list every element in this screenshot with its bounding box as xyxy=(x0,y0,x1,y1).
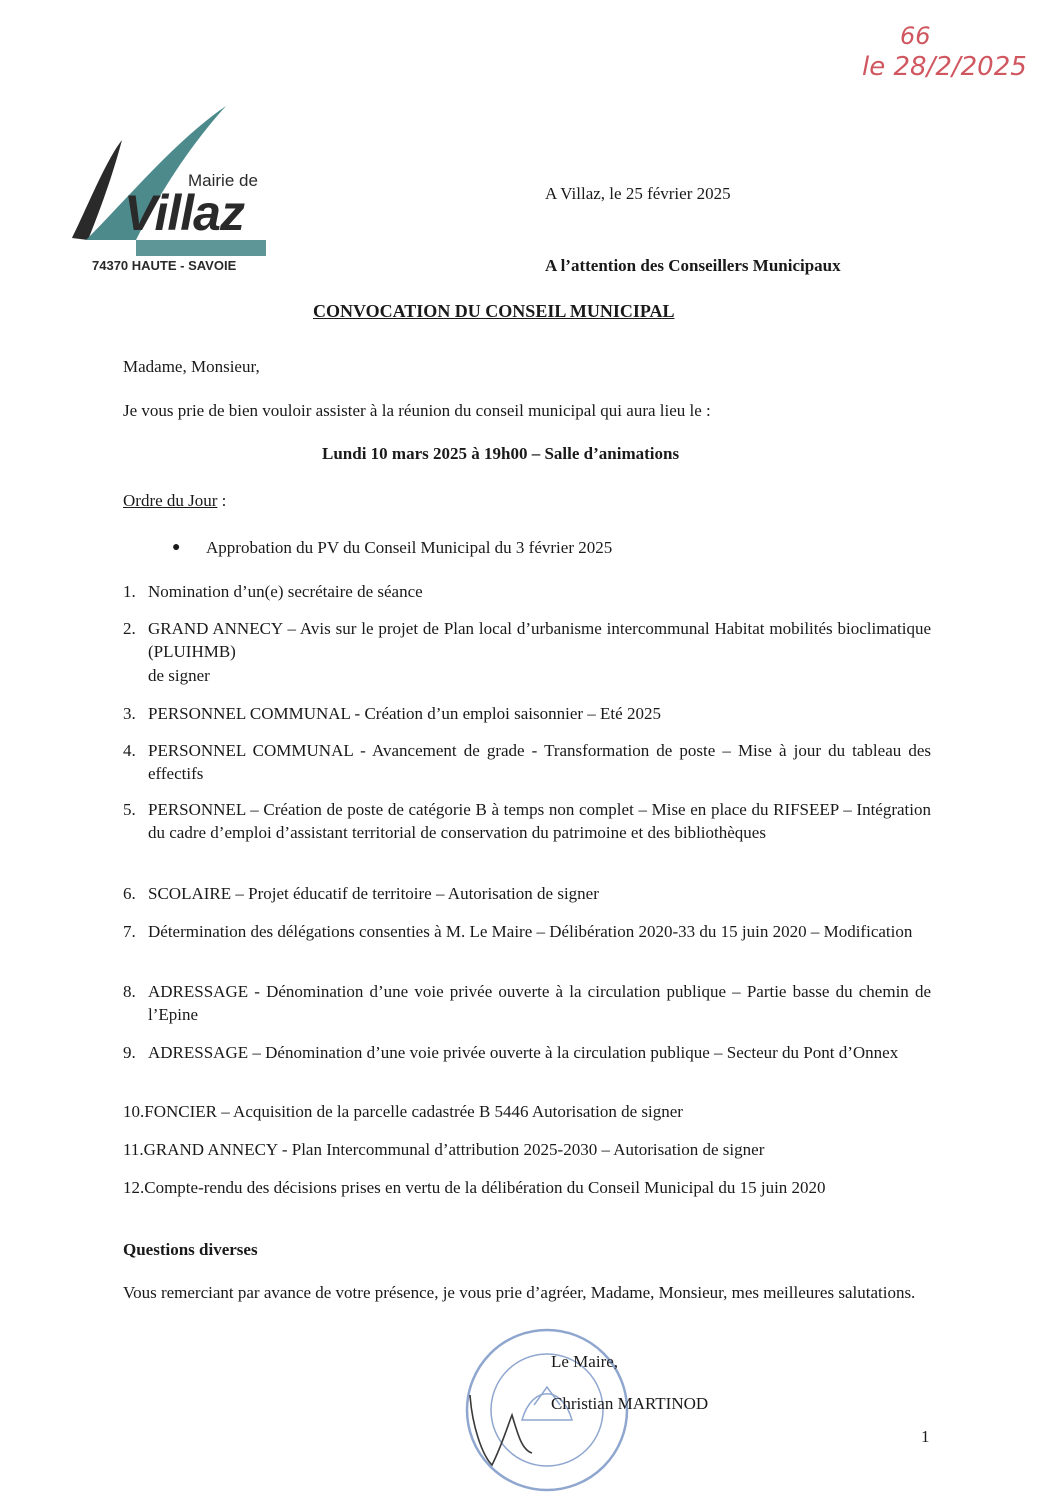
document-title: CONVOCATION DU CONSEIL MUNICIPAL xyxy=(313,301,675,321)
agenda-heading-colon: : xyxy=(217,491,227,510)
agenda-item-text: FONCIER – Acquisition de la parcelle cadastrée B 5446 Autorisation de signer xyxy=(144,1102,683,1121)
handwritten-date: le 28/2/2025 xyxy=(862,52,1027,82)
agenda-item: PERSONNEL COMMUNAL - Avancement de grade - Transformation de poste – Mise à jour du tableau des effectifs xyxy=(148,741,931,783)
signatory-name: Christian MARTINOD xyxy=(551,1394,709,1413)
item-number: 11. xyxy=(123,1140,144,1159)
agenda-item: Nomination d’un(e) secrétaire de séance xyxy=(148,582,423,601)
item-number: 2. xyxy=(123,619,136,638)
signatory-role: Le Maire, xyxy=(551,1352,619,1371)
agenda-item xyxy=(123,1100,683,1123)
item-number: 10. xyxy=(123,1102,145,1121)
item-number: 7. xyxy=(123,922,136,941)
agenda-item xyxy=(123,1138,764,1161)
item-number: 3. xyxy=(123,704,136,723)
bullet-dot-icon: ● xyxy=(172,540,181,555)
handwritten-number: 66 xyxy=(900,22,931,50)
agenda-item: ADRESSAGE – Dénomination d’une voie privée ouverte à la circulation publique – Secteur du Pont d’Onnex xyxy=(148,1043,899,1062)
logo-department: 74370 HAUTE - SAVOIE xyxy=(92,258,237,273)
agenda-heading xyxy=(123,489,226,512)
agenda-item: Détermination des délégations consenties à M. Le Maire – Délibération 2020-33 du 15 juin 2020 – Modification xyxy=(148,922,913,941)
agenda-item: PERSONNEL – Création de poste de catégorie B à temps non complet – Mise en place du RIFSEEP – Intégration du cadre d’emploi d’assistant territorial de conservation du patrimoine et des bibliothèques xyxy=(148,800,931,842)
agenda-item-text: GRAND ANNECY - Plan Intercommunal d’attribution 2025-2030 – Autorisation de signer xyxy=(143,1140,765,1159)
logo-town-name: Villaz xyxy=(124,185,244,241)
logo-mairie-text: Mairie de xyxy=(188,171,258,190)
questions-heading: Questions diverses xyxy=(123,1240,258,1259)
intro-text: Je vous prie de bien vouloir assister à la réunion du conseil municipal qui aura lieu le : xyxy=(123,401,711,420)
item-number: 12. xyxy=(123,1178,145,1197)
item-number: 9. xyxy=(123,1043,136,1062)
item-number: 5. xyxy=(123,800,136,819)
bullet-item: Approbation du PV du Conseil Municipal du 3 février 2025 xyxy=(206,538,613,557)
agenda-item-text: Compte-rendu des décisions prises en vertu de la délibération du Conseil Municipal du 15 juin 2020 xyxy=(144,1178,826,1197)
salutation: Madame, Monsieur, xyxy=(123,357,260,376)
item-number: 4. xyxy=(123,741,136,760)
agenda-item xyxy=(123,1176,931,1199)
page-number: 1 xyxy=(921,1427,930,1446)
agenda-item-extra: de signer xyxy=(148,666,210,685)
place-date: A Villaz, le 25 février 2025 xyxy=(545,184,731,203)
agenda-item: SCOLAIRE – Projet éducatif de territoire – Autorisation de signer xyxy=(148,884,599,903)
agenda-item: PERSONNEL COMMUNAL - Création d’un emploi saisonnier – Eté 2025 xyxy=(148,704,661,723)
closing-text: Vous remerciant par avance de votre présence, je vous prie d’agréer, Madame, Monsieur, mes meilleures salutations. xyxy=(123,1283,916,1302)
meeting-details: Lundi 10 mars 2025 à 19h00 – Salle d’animations xyxy=(322,444,680,463)
item-number: 6. xyxy=(123,884,136,903)
agenda-item: GRAND ANNECY – Avis sur le projet de Plan local d’urbanisme intercommunal Habitat mobilités bioclimatique (PLUIHMB) xyxy=(148,619,931,661)
agenda-heading-label: Ordre du Jour xyxy=(123,491,218,510)
attention-line: A l’attention des Conseillers Municipaux xyxy=(545,256,841,275)
item-number: 1. xyxy=(123,582,136,601)
agenda-item: ADRESSAGE - Dénomination d’une voie privée ouverte à la circulation publique – Partie basse du chemin de l’Epine xyxy=(148,982,931,1024)
item-number: 8. xyxy=(123,982,136,1001)
